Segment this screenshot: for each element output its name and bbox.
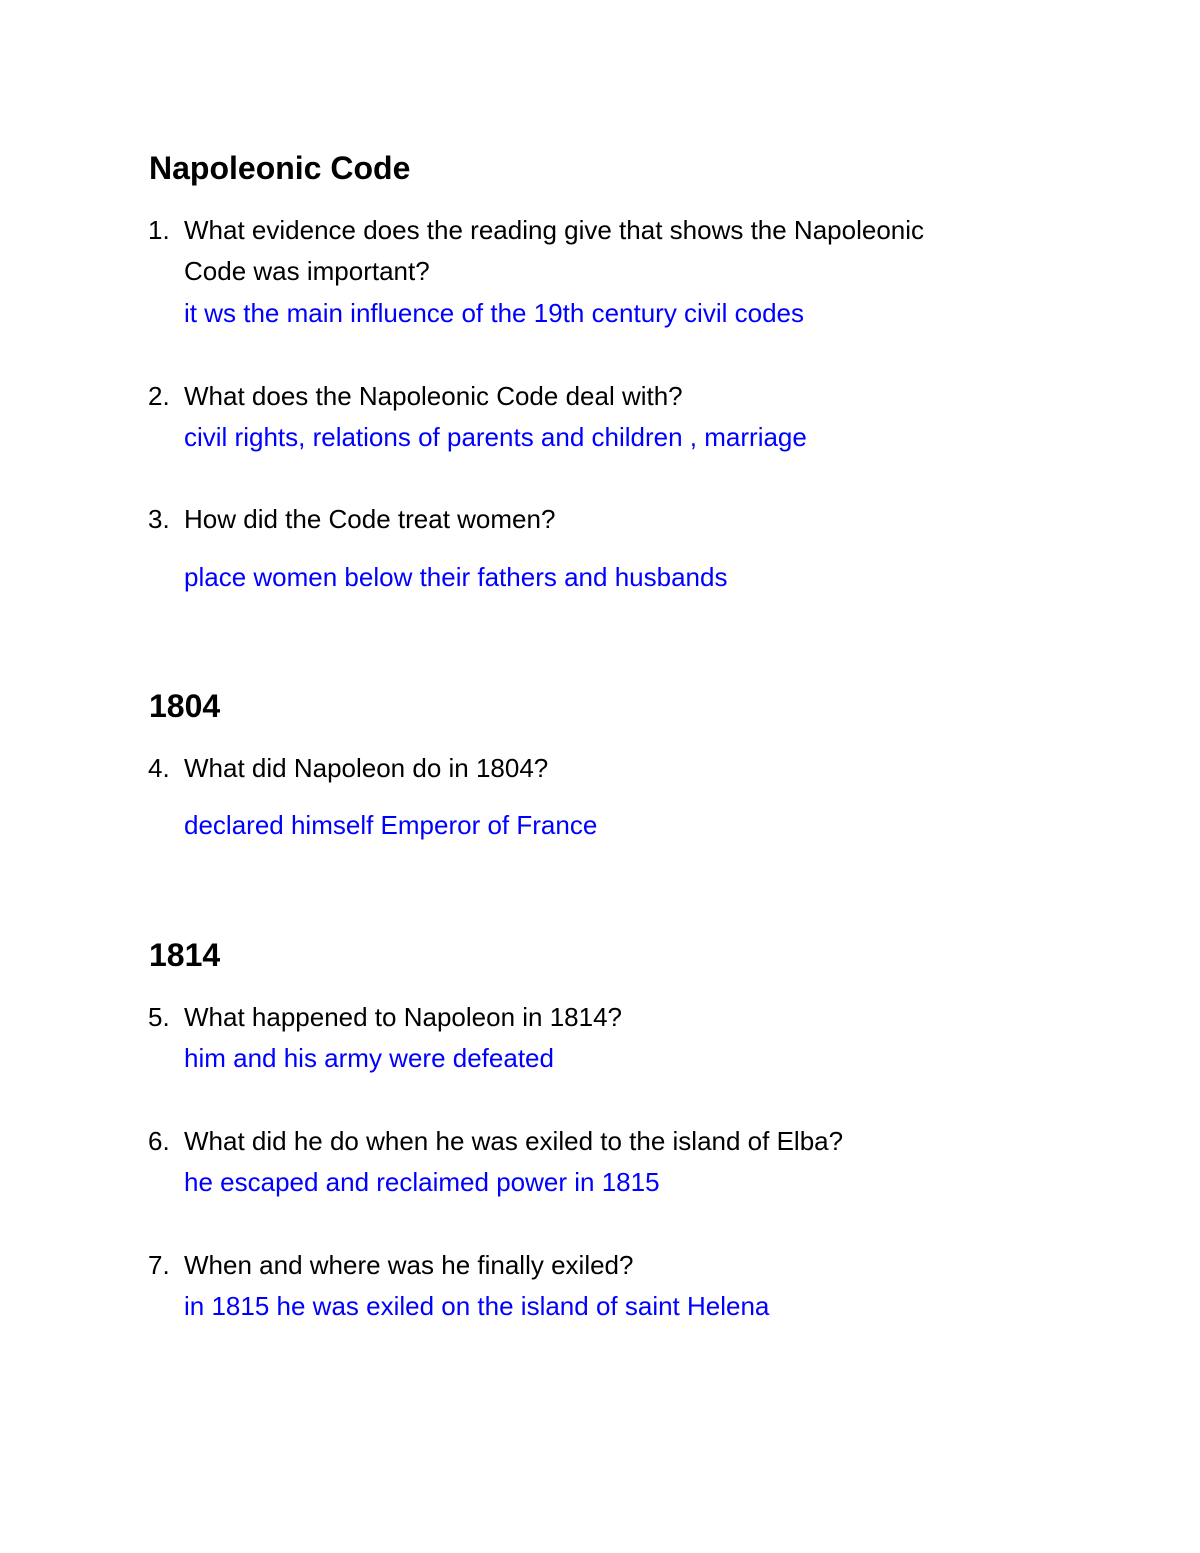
answer-1: it ws the main influence of the 19th century civil codes (184, 298, 804, 328)
section-heading-1804: 1804 (149, 688, 221, 724)
section-heading-napoleonic-code: Napoleonic Code (149, 150, 411, 186)
question-6-line-1: What did he do when he was exiled to the island of Elba? (184, 1126, 844, 1156)
answer-2: civil rights, relations of parents and children , marriage (184, 422, 807, 452)
question-3-line-1: How did the Code treat women? (184, 504, 556, 534)
question-1-line-2: Code was important? (184, 256, 430, 286)
answer-4: declared himself Emperor of France (184, 810, 598, 840)
question-number-2: 2. (148, 381, 170, 411)
question-number-6: 6. (148, 1126, 170, 1156)
question-7-line-1: When and where was he finally exiled? (184, 1250, 634, 1280)
question-4-line-1: What did Napoleon do in 1804? (184, 753, 549, 783)
answer-3: place women below their fathers and husbands (184, 562, 728, 592)
question-number-5: 5. (148, 1002, 170, 1032)
question-number-3: 3. (148, 504, 170, 534)
answer-5: him and his army were defeated (184, 1043, 554, 1073)
question-number-4: 4. (148, 753, 170, 783)
question-number-1: 1. (148, 215, 170, 245)
answer-7: in 1815 he was exiled on the island of saint Helena (184, 1291, 770, 1321)
question-number-7: 7. (148, 1250, 170, 1280)
answer-6: he escaped and reclaimed power in 1815 (184, 1167, 660, 1197)
question-5-line-1: What happened to Napoleon in 1814? (184, 1002, 623, 1032)
question-1-line-1: What evidence does the reading give that shows the Napoleonic (184, 215, 925, 245)
section-heading-1814: 1814 (149, 937, 221, 973)
question-2-line-1: What does the Napoleonic Code deal with? (184, 381, 683, 411)
